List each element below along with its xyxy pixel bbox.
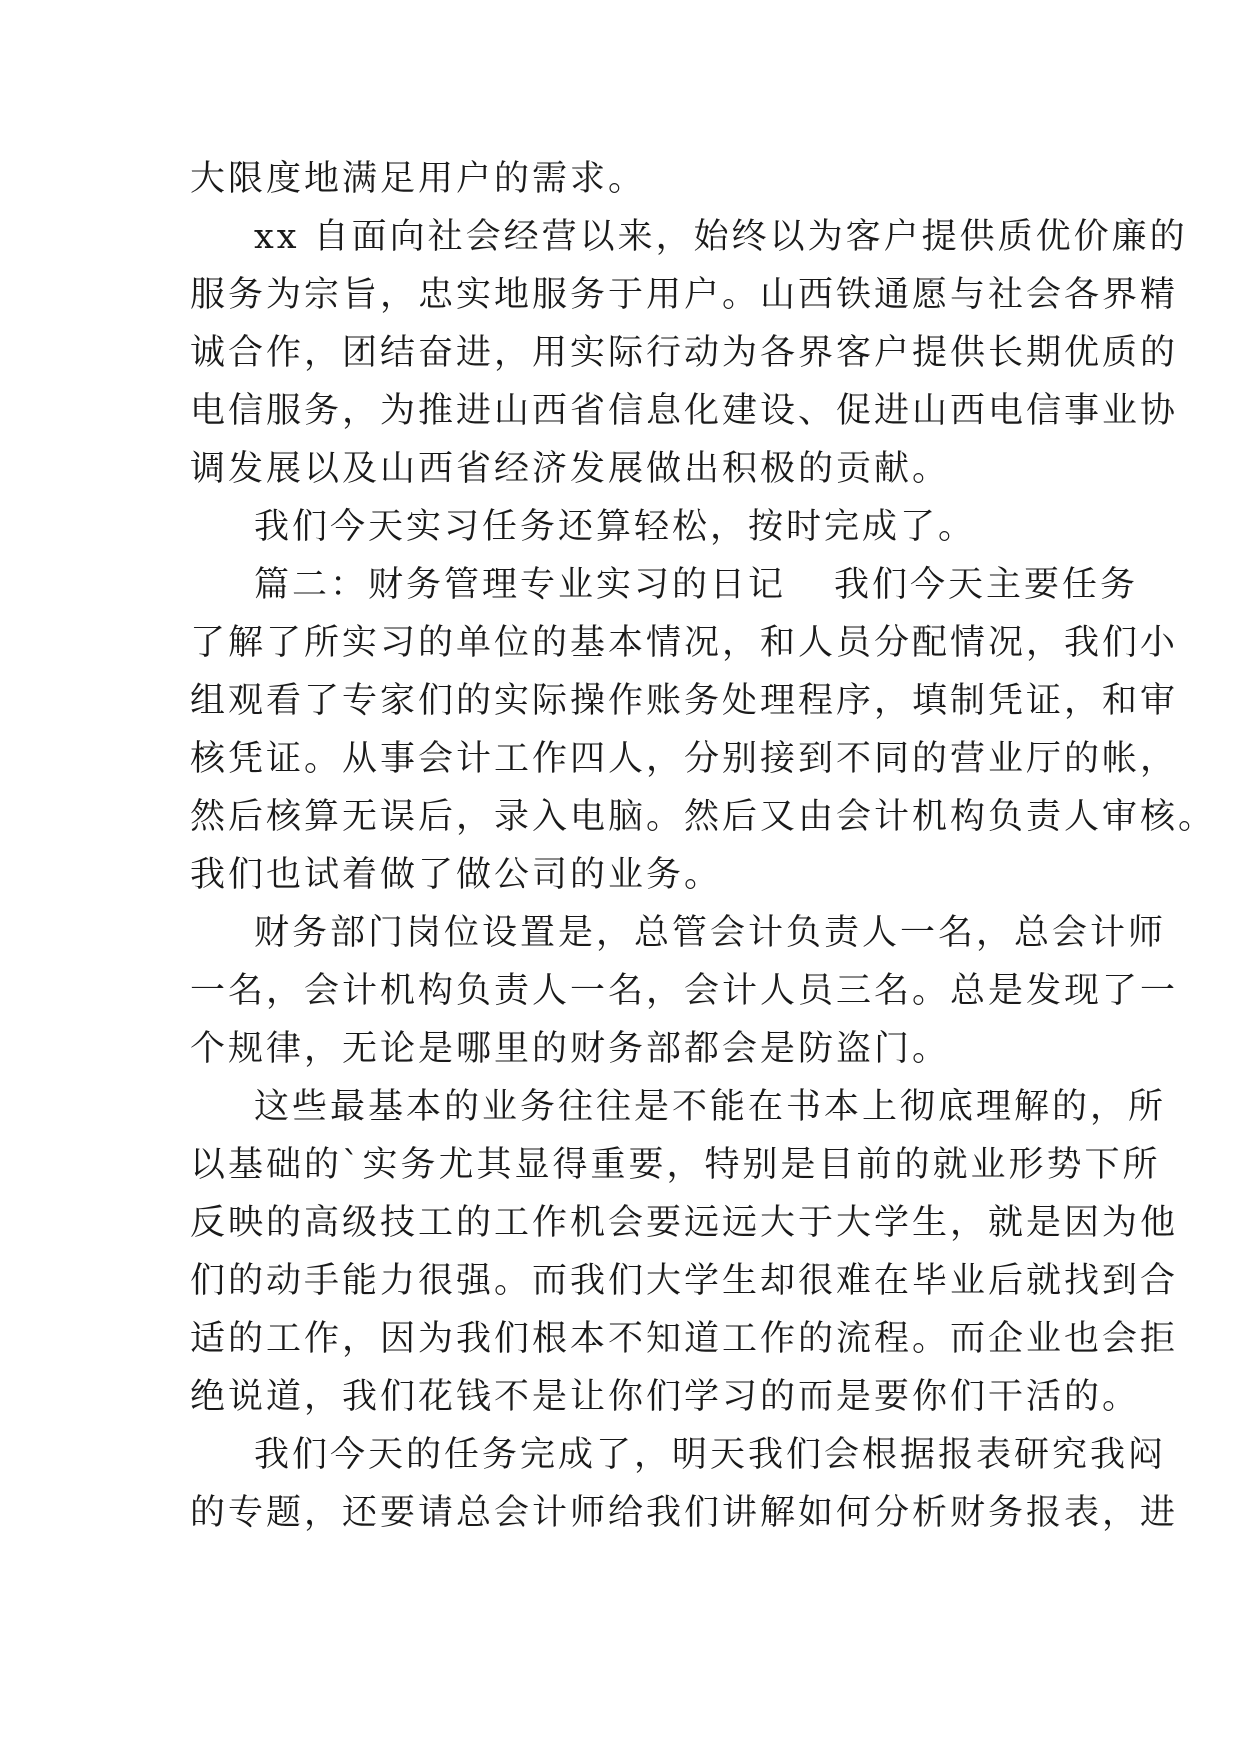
text-line: 组观看了专家们的实际操作账务处理程序，填制凭证，和审 — [190, 681, 1179, 721]
text-line: 了解了所实习的单位的基本情况，和人员分配情况，我们小 — [190, 623, 1179, 663]
text-line: 服务为宗旨，忠实地服务于用户。山西铁通愿与社会各界精 — [190, 275, 1179, 315]
document-body — [190, 150, 1217, 1542]
text-line-tail: 我们今天主要任务 — [834, 565, 1139, 605]
text-line: 一名，会计机构负责人一名，会计人员三名。总是发现了一 — [190, 971, 1179, 1011]
paragraph — [190, 150, 1070, 208]
text-line: 我们也试着做了做公司的业务。 — [190, 855, 723, 895]
text-line: xx 自面向社会经营以来，始终以为客户提供质优价廉的 — [254, 217, 1188, 257]
text-line: 这些最基本的业务往往是不能在书本上彻底理解的，所 — [254, 1087, 1167, 1127]
text-line: 的专题，还要请总会计师给我们讲解如何分析财务报表，进 — [190, 1493, 1179, 1533]
paragraph — [190, 208, 1188, 498]
text-line: 电信服务，为推进山西省信息化建设、促进山西电信事业协 — [190, 391, 1179, 431]
text-line: 反映的高级技工的工作机会要远远大于大学生，就是因为他 — [190, 1203, 1179, 1243]
paragraph — [190, 1078, 1179, 1426]
text-line: 然后核算无误后，录入电脑。然后又由会计机构负责人审核。 — [190, 797, 1217, 837]
text-line — [190, 556, 1139, 614]
text-line: 财务部门岗位设置是，总管会计负责人一名，总会计师 — [254, 913, 1167, 953]
text-line: 我们今天的任务完成了，明天我们会根据报表研究我闷 — [254, 1435, 1167, 1475]
text-line: 核凭证。从事会计工作四人，分别接到不同的营业厅的帐， — [190, 739, 1179, 779]
text-line: 我们今天实习任务还算轻松，按时完成了。 — [254, 507, 977, 547]
paragraph — [190, 1426, 1179, 1542]
text-line: 适的工作，因为我们根本不知道工作的流程。而企业也会拒 — [190, 1319, 1179, 1359]
paragraph — [190, 904, 1179, 1078]
text-line: 调发展以及山西省经济发展做出积极的贡献。 — [190, 449, 951, 489]
text-line: 们的动手能力很强。而我们大学生却很难在毕业后就找到合 — [190, 1261, 1179, 1301]
text-line: 大限度地满足用户的需求。 — [190, 159, 647, 199]
paragraph — [190, 498, 1070, 556]
text-line: 个规律，无论是哪里的财务部都会是防盗门。 — [190, 1029, 951, 1069]
text-line: 诚合作，团结奋进，用实际行动为各界客户提供长期优质的 — [190, 333, 1179, 373]
paragraph — [190, 556, 1217, 904]
text-line: 以基础的`实务尤其显得重要，特别是目前的就业形势下所 — [190, 1145, 1161, 1185]
section-heading: 篇二：财务管理专业实习的日记 — [254, 565, 787, 605]
text-line: 绝说道，我们花钱不是让你们学习的而是要你们干活的。 — [190, 1377, 1141, 1417]
